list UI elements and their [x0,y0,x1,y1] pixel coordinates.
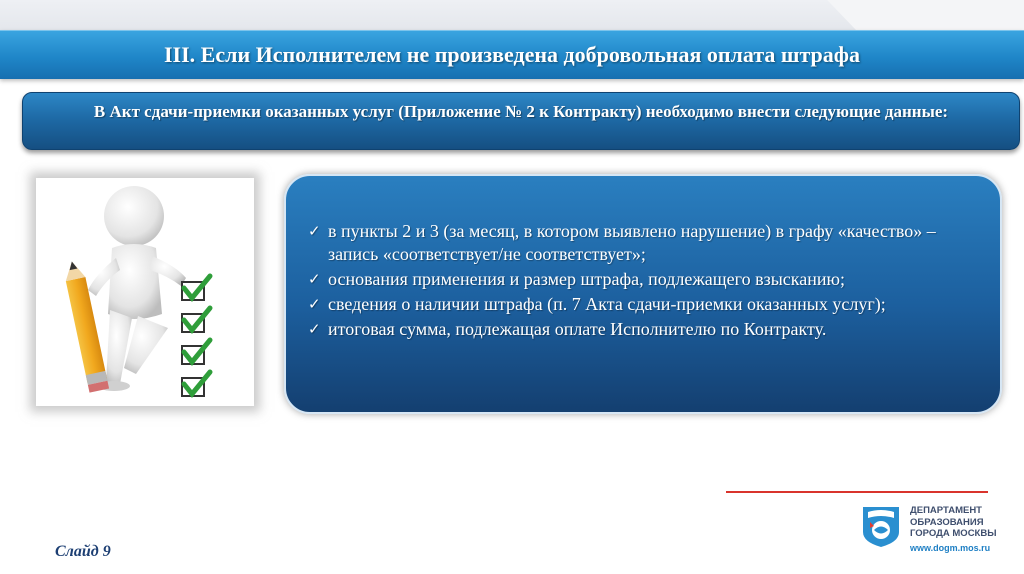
intro-box [22,92,1020,150]
logo-line-1: ДЕПАРТАМЕНТ [910,505,982,516]
slide-title: III. Если Исполнителем не произведена добровольная оплата штрафа [164,42,860,67]
check-icon: ✓ [308,295,321,313]
department-emblem-icon [860,504,902,548]
requirements-list [308,220,970,341]
logo-line-3: ГОРОДА МОСКВЫ [910,528,997,539]
footer-divider [726,491,988,493]
intro-text: В Акт сдачи-приемки оказанных услуг (Приложение № 2 к Контракту) необходимо внести следующие данные: [93,102,949,121]
list-item [308,318,970,341]
slide-number: Слайд 9 [55,543,111,560]
requirements-box [284,174,1002,414]
department-logo-text [910,505,1014,540]
list-item [308,268,970,291]
check-icon: ✓ [308,270,321,288]
list-item-text: итоговая сумма, подлежащая оплате Исполнителю по Контракту. [328,319,827,339]
list-item [308,293,970,316]
figure-with-pencil-illustration [36,178,254,406]
title-bar [0,30,1024,79]
list-item [308,220,970,266]
list-item-text: сведения о наличии штрафа (п. 7 Акта сдачи-приемки оказанных услуг); [328,294,886,314]
list-item-text: в пункты 2 и 3 (за месяц, в котором выявлено нарушение) в графу «качество» – запись «соответствует/не соответствует»; [328,221,936,264]
logo-line-2: ОБРАЗОВАНИЯ [910,516,984,528]
check-icon: ✓ [308,320,321,338]
checklist [182,276,210,396]
department-url: www.dogm.mos.ru [910,543,991,553]
figure-illustration-frame [36,178,254,406]
check-icon: ✓ [308,222,321,240]
list-item-text: основания применения и размер штрафа, подлежащего взысканию; [328,269,845,289]
